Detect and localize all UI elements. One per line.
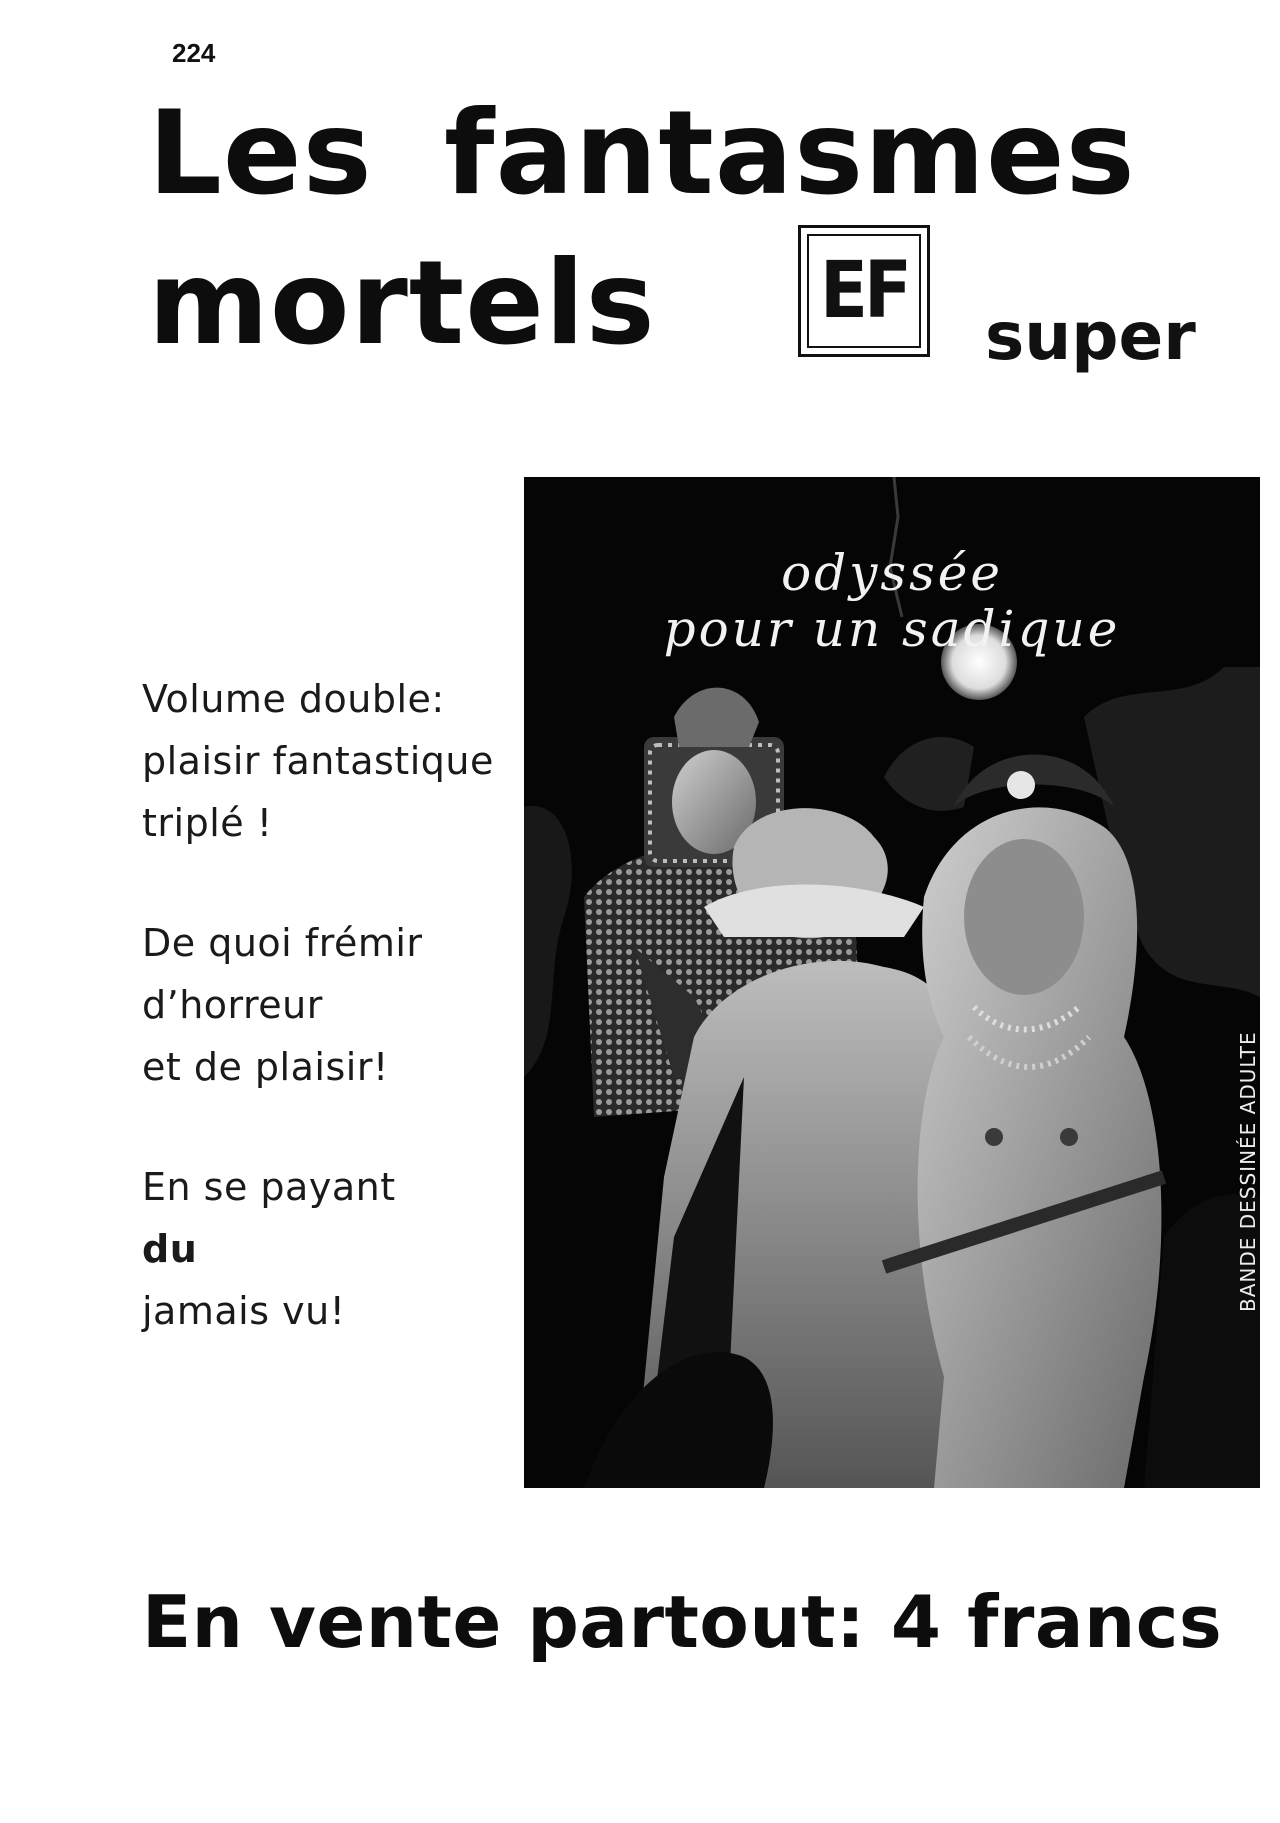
book-cover bbox=[524, 477, 1260, 1488]
cover-title-line-2: pour un sadique bbox=[663, 600, 1121, 658]
blurb-line: plaisir fantastique bbox=[142, 739, 494, 783]
blurb-line: du bbox=[142, 1227, 198, 1271]
blurb-line: Volume double: bbox=[142, 677, 445, 721]
blurb-line: triplé ! bbox=[142, 801, 273, 845]
headline-line-1: Les fantasmes bbox=[148, 86, 1136, 221]
headline-line-2: mortels bbox=[148, 236, 656, 371]
cover-title-line-1: odyssée bbox=[781, 544, 1003, 602]
blurb-paragraph-1 bbox=[142, 668, 522, 854]
super-label: super bbox=[985, 298, 1196, 375]
blurb-line: De quoi frémir bbox=[142, 921, 423, 965]
blurb-line: et de plaisir! bbox=[142, 1045, 389, 1089]
blurb-paragraph-2 bbox=[142, 912, 522, 1098]
blurb-line: jamais vu! bbox=[142, 1289, 346, 1333]
cover-title bbox=[524, 545, 1260, 657]
blurb-paragraph-3 bbox=[142, 1156, 522, 1342]
blurb-line: En se payant bbox=[142, 1165, 396, 1209]
sales-tagline: En vente partout: 4 francs bbox=[142, 1580, 1223, 1664]
cover-spine-label: BANDE DESSINÉE ADULTE bbox=[1236, 1031, 1260, 1312]
promo-blurb bbox=[142, 668, 522, 1400]
page-number: 224 bbox=[172, 38, 216, 68]
blurb-line: d’horreur bbox=[142, 983, 323, 1027]
ef-logo-text: EF bbox=[807, 234, 921, 348]
ef-logo bbox=[798, 225, 930, 357]
